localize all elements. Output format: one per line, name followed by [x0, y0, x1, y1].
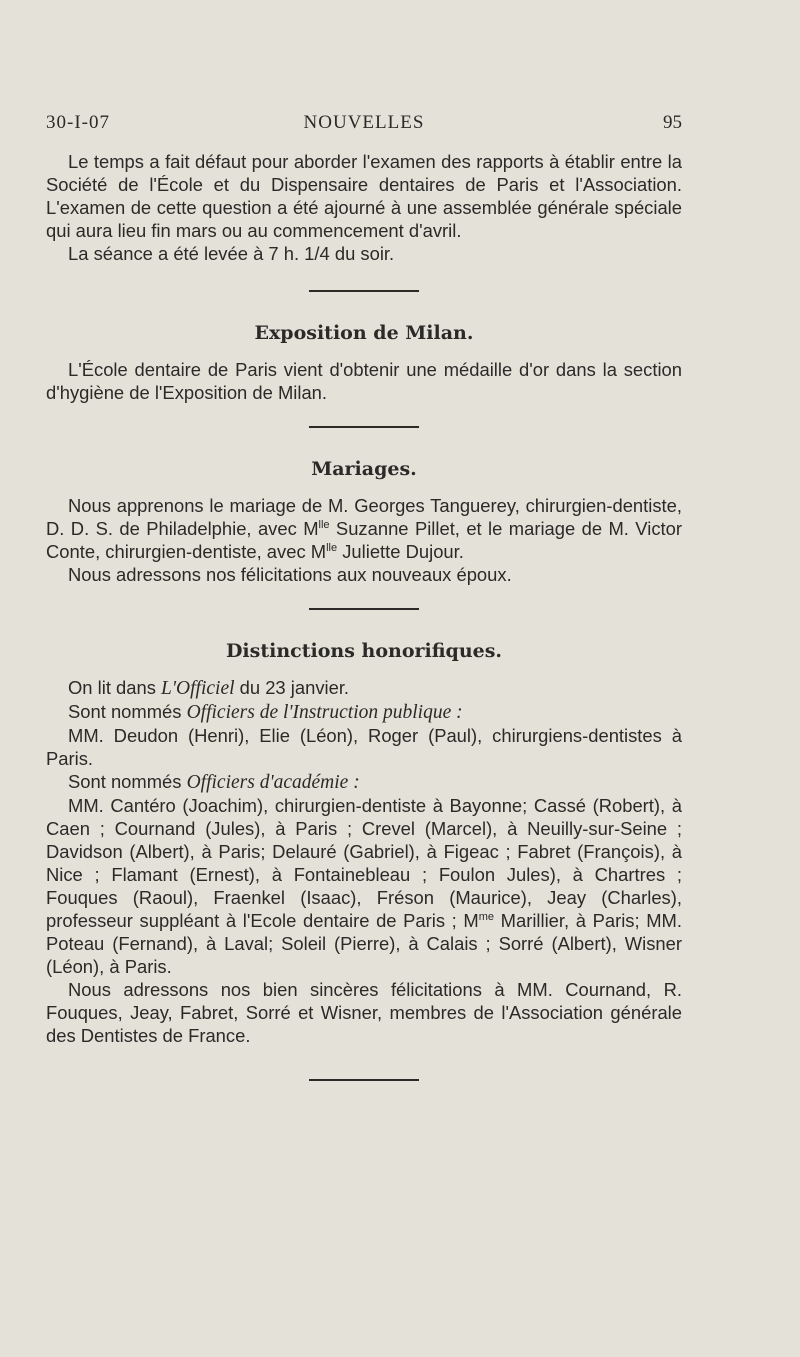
instruction-publique-intro: [46, 700, 682, 724]
section-heading-mariages: Mariages.: [311, 458, 417, 480]
mariages-congrats: Nous adressons nos félicitations aux nouveaux époux.: [68, 564, 512, 585]
mariages-sup-2: lle: [326, 541, 338, 554]
mariages-text-a: Nous apprenons le mariage de M. Georges Tanguerey, chirurgien-dentiste, D. D. S. de Philadelphie, avec M: [46, 495, 682, 539]
source-publication: L'Officiel: [161, 678, 235, 699]
page-body: [46, 150, 682, 1081]
header-title: NOUVELLES: [303, 112, 425, 133]
distinctions-congrats: Nous adressons nos bien sincères félicitations à MM. Cournand, R. Fouques, Jeay, Fabret, Sorré et Wisner, membres de l'Association générale des Dentistes de France.: [46, 979, 682, 1046]
mariages-text-c: Juliette Dujour.: [337, 541, 464, 562]
academie-title: Officiers d'académie :: [186, 772, 360, 793]
mariages-paragraph: [46, 494, 682, 563]
page-header: [46, 112, 682, 140]
instruction-publique-list: MM. Deudon (Henri), Elie (Léon), Roger (Paul), chirurgiens-dentistes à Paris.: [46, 725, 682, 769]
intro-closing: La séance a été levée à 7 h. 1/4 du soir.: [68, 243, 395, 264]
mariages-text-b: Suzanne Pillet, et le mariage de M. Victor Conte, chirurgien-dentiste, avec M: [46, 518, 682, 562]
distinctions-source: [46, 676, 682, 700]
section-divider: [309, 608, 419, 610]
academie-list-a: MM. Cantéro (Joachim), chirurgien-dentiste à Bayonne; Cassé (Robert), à Caen ; Cournand (Jules), à Paris ; Crevel (Marcel), à Neuilly-sur-Seine ; Davidson (Albert), à Paris; Delauré (Gabriel), à Figeac ; Fabret (François), à Nice ; Flamant (Ernest), à Fontainebleau ; Foulon Jules), à Chartres ; Fouques (Raoul), Fraenkel (Isaac), Fréson (Maurice), Jeay (Charles), professeur suppléant à l'Ecole dentaire de Paris ; M: [46, 795, 682, 931]
page-number: 95: [663, 112, 682, 133]
exposition-paragraph: L'École dentaire de Paris vient d'obtenir une médaille d'or dans la section d'hygiène de l'Exposition de Milan.: [46, 359, 682, 403]
source-text-b: du 23 janvier.: [234, 677, 350, 698]
section-divider: [309, 1079, 419, 1081]
section-heading-exposition: Exposition de Milan.: [254, 322, 474, 344]
intro-paragraph: Le temps a fait défaut pour aborder l'examen des rapports à établir entre la Société de l'École et du Dispensaire dentaires de Paris et l'Association. L'examen de cette question a été ajourné à une assemblée générale spéciale qui aura lieu fin mars ou au commencement d'avril.: [46, 151, 682, 241]
source-text-a: On lit dans: [68, 677, 162, 698]
academie-sup: me: [478, 910, 495, 923]
academie-text: Sont nommés: [68, 771, 187, 792]
section-divider: [309, 290, 419, 292]
mariages-sup-1: lle: [318, 518, 330, 531]
academie-list: [46, 794, 682, 978]
instruction-title: Officiers de l'Instruction publique :: [186, 702, 463, 723]
header-date: 30-I-07: [46, 112, 110, 133]
instruction-text: Sont nommés: [68, 701, 187, 722]
section-heading-distinctions: Distinctions honorifiques.: [225, 640, 503, 662]
academie-intro: [46, 770, 682, 794]
section-divider: [309, 426, 419, 428]
academie-list-b: Marillier, à Paris; MM. Poteau (Fernand), à Laval; Soleil (Pierre), à Calais ; Sorré (Albert), Wisner (Léon), à Paris.: [46, 910, 682, 977]
